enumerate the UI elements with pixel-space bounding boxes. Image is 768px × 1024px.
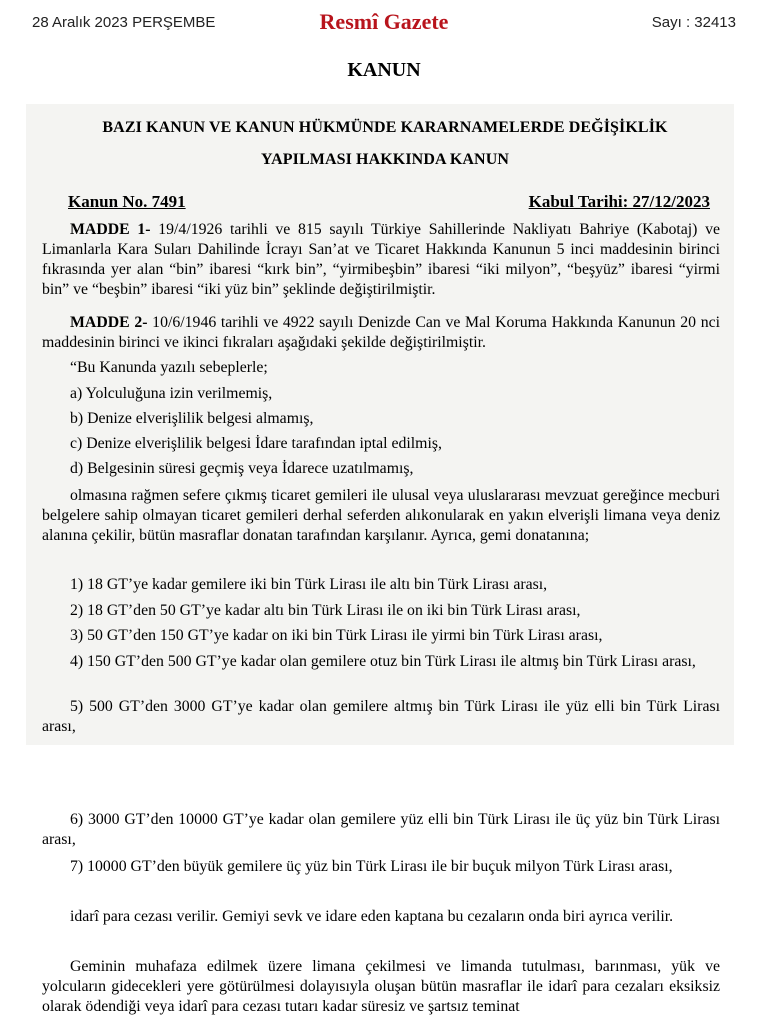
clause-d: d) Belgesinin süresi geçmiş veya İdarece uzatılmamış, bbox=[70, 460, 414, 477]
article-2-heading: MADDE 2- bbox=[70, 314, 148, 331]
issue-number: Sayı : 32413 bbox=[651, 14, 736, 31]
law-title-line-2: YAPILMASI HAKKINDA KANUN bbox=[260, 151, 510, 168]
document-type-heading: KANUN bbox=[347, 59, 421, 81]
gazette-header bbox=[0, 0, 768, 46]
law-number: Kanun No. 7491 bbox=[68, 192, 186, 211]
acceptance-date: Kabul Tarihi: 27/12/2023 bbox=[528, 192, 710, 211]
fine-item-2: 2) 18 GT’den 50 GT’ye kadar altı bin Türk Lirası ile on iki bin Türk Lirası arası, bbox=[70, 602, 581, 619]
clause-a: a) Yolculuğuna izin verilmemiş, bbox=[70, 385, 273, 402]
gazette-title: Resmî Gazete bbox=[319, 9, 449, 34]
fine-item-3: 3) 50 GT’den 150 GT’ye kadar on iki bin Türk Lirası ile yirmi bin Türk Lirası arası, bbox=[70, 627, 603, 644]
clause-consequence: olmasına rağmen sefere çıkmış ticaret gemileri ile ulusal veya uluslararası mevzuat gereğince mecburi belgelere sahip olmayan ticaret gemileri derhal seferden alıkonularak en yakın elverişli limana veya deniz alanına çekilir, bütün masraflar donatan tarafından karşılanır. Ayrıca, gemi donatanına; bbox=[42, 487, 720, 544]
fine-item-6: 6) 3000 GT’den 10000 GT’ye kadar olan gemilere yüz elli bin Türk Lirası ile üç yüz bin Türk Lirası arası, bbox=[42, 811, 720, 848]
fine-item-7: 7) 10000 GT’den büyük gemilere üç yüz bin Türk Lirası ile bir buçuk milyon Türk Lirası arası, bbox=[70, 858, 673, 875]
publication-date: 28 Aralık 2023 PERŞEMBE bbox=[32, 14, 216, 31]
clause-b: b) Denize elverişlilik belgesi almamış, bbox=[70, 410, 314, 427]
article-2 bbox=[42, 313, 720, 353]
article-2-text: 10/6/1946 tarihli ve 4922 sayılı Denizde Can ve Mal Koruma Hakkında Kanunun 20 nci maddesinin birinci ve ikinci fıkraları aşağıdaki şekilde değiştirilmiştir. bbox=[42, 314, 720, 351]
clause-intro: “Bu Kanunda yazılı sebeplerle; bbox=[70, 359, 268, 376]
article-1-text: 19/4/1926 tarihli ve 815 sayılı Türkiye Sahillerinde Nakliyatı Bahriye (Kabotaj) ve Limanlarla Kara Suları Dahilinde İcrayı San’at ve Ticaret Hakkında Kanunun 5 inci maddesinin birinci fıkrasında yer alan “bin” ibaresi “kırk bin”, “yirmibeşbin” ibaresi “iki milyon”, “beşyüz” ibaresi “yirmi bin” ve “beşbin” ibaresi “iki yüz bin” şeklinde değiştirilmiştir. bbox=[42, 221, 721, 298]
expenses-paragraph: Geminin muhafaza edilmek üzere limana çekilmesi ve limanda tutulması, barınması, yük ve yolcuların gidecekleri yere götürülmesi dolayısıyla oluşan bütün masraflar ile idarî para cezaları eksiksiz olarak ödendiği veya idarî para cezası tutarı kadar süresiz ve şartsız teminat bbox=[42, 958, 720, 1015]
clause-c: c) Denize elverişlilik belgesi İdare tarafından iptal edilmiş, bbox=[70, 435, 442, 452]
fine-item-5: 5) 500 GT’den 3000 GT’ye kadar olan gemilere altmış bin Türk Lirası ile yüz elli bin Türk Lirası arası, bbox=[42, 698, 720, 735]
article-1-heading: MADDE 1- bbox=[70, 221, 151, 238]
fine-item-4: 4) 150 GT’den 500 GT’ye kadar olan gemilere otuz bin Türk Lirası ile altmış bin Türk Lirası arası, bbox=[70, 653, 696, 670]
penalty-statement: idarî para cezası verilir. Gemiyi sevk ve idare eden kaptana bu cezaların onda biri ayrıca verilir. bbox=[70, 908, 674, 925]
fine-item-1: 1) 18 GT’ye kadar gemilere iki bin Türk Lirası ile altı bin Türk Lirası arası, bbox=[70, 576, 548, 593]
law-title-line-1: BAZI KANUN VE KANUN HÜKMÜNDE KARARNAMELERDE DEĞİŞİKLİK bbox=[102, 119, 668, 136]
article-1 bbox=[42, 220, 720, 300]
